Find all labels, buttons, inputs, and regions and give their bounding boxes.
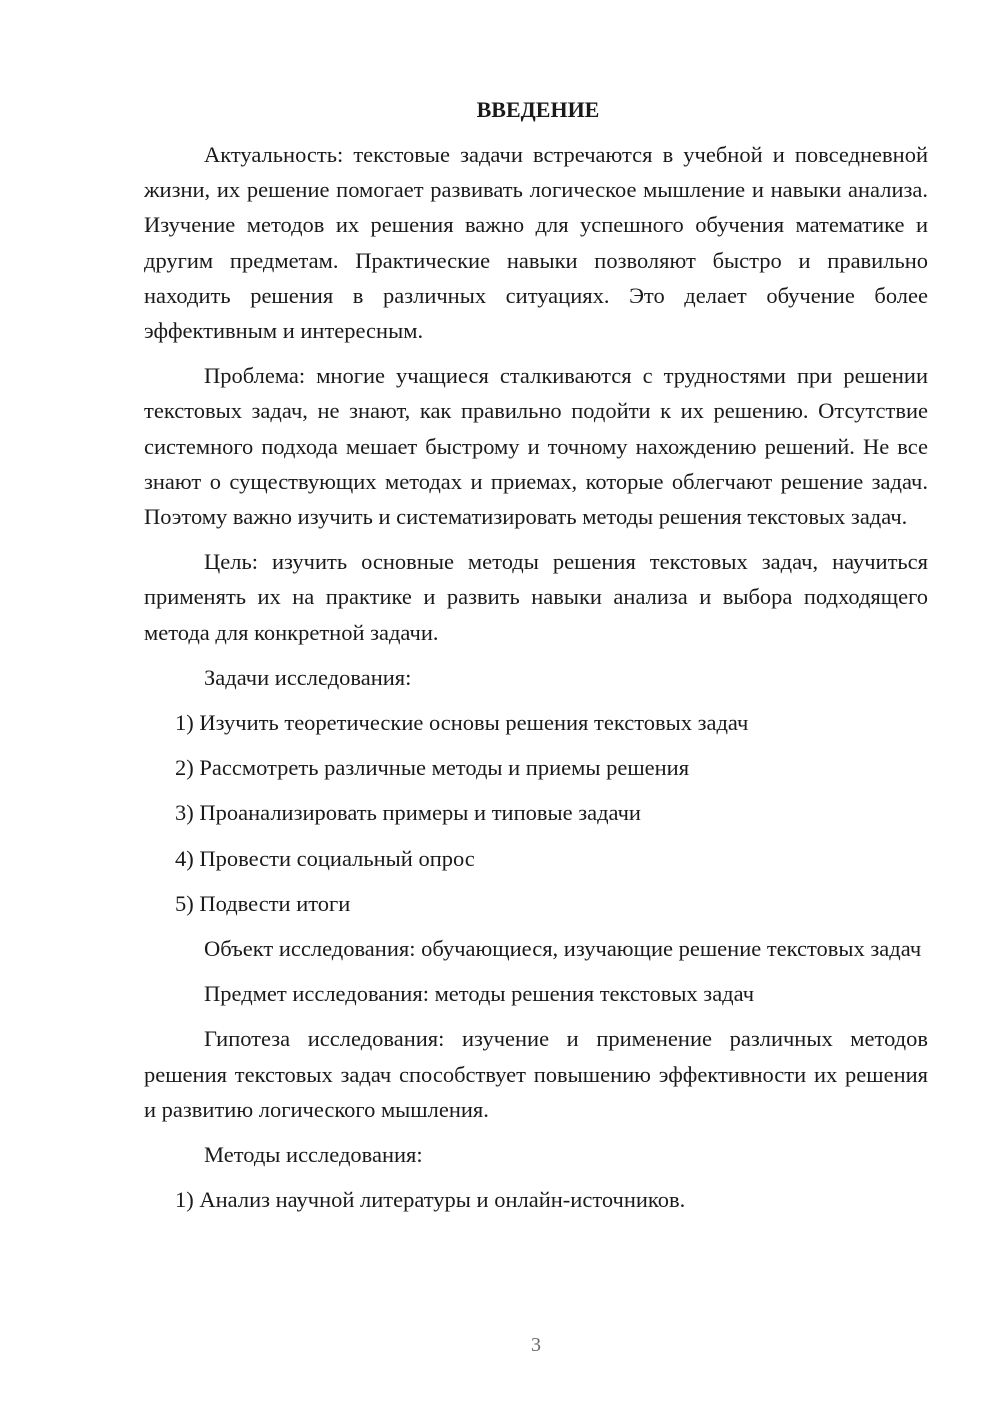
methods-list	[144, 1182, 928, 1217]
task-item: 4) Провести социальный опрос	[175, 845, 475, 871]
page-number: 3	[531, 1334, 541, 1356]
methods-heading: Методы исследования:	[204, 1142, 423, 1168]
document-page	[144, 92, 928, 1227]
subject-paragraph: Предмет исследования: методы решения текстовых задач	[204, 981, 755, 1007]
tasks-list	[144, 705, 928, 921]
object-paragraph: Объект исследования: обучающиеся, изучающие решение текстовых задач	[204, 936, 922, 962]
section-title: ВВЕДЕНИЕ	[476, 97, 600, 122]
task-item: 1) Изучить теоретические основы решения текстовых задач	[175, 710, 749, 736]
goal-paragraph: Цель: изучить основные методы решения текстовых задач, научиться применять их на практике и развить навыки анализа и выбора подходящего метода для конкретной задачи.	[144, 549, 928, 645]
task-item: 3) Проанализировать примеры и типовые задачи	[175, 800, 641, 826]
tasks-heading: Задачи исследования:	[204, 664, 412, 690]
method-item: 1) Анализ научной литературы и онлайн-источников.	[175, 1187, 686, 1213]
problem-paragraph: Проблема: многие учащиеся сталкиваются с трудностями при решении текстовых задач, не знают, как правильно подойти к их решению. Отсутствие системного подхода мешает быстрому и точному нахождению решений. Не все знают о существующих методах и приемах, которые облегчают решение задач. Поэтому важно изучить и систематизировать методы решения текстовых задач.	[144, 363, 928, 530]
task-item: 5) Подвести итоги	[175, 890, 351, 916]
task-item: 2) Рассмотреть различные методы и приемы решения	[175, 755, 690, 781]
relevance-paragraph: Актуальность: текстовые задачи встречаются в учебной и повседневной жизни, их решение помогает развивать логическое мышление и навыки анализа. Изучение методов их решения важно для успешного обучения математике и другим предметам. Практические навыки позволяют быстро и правильно находить решения в различных ситуациях. Это делает обучение более эффективным и интересным.	[144, 142, 928, 344]
hypothesis-paragraph: Гипотеза исследования: изучение и применение различных методов решения текстовых задач способствует повышению эффективности их решения и развитию логического мышления.	[144, 1026, 928, 1122]
